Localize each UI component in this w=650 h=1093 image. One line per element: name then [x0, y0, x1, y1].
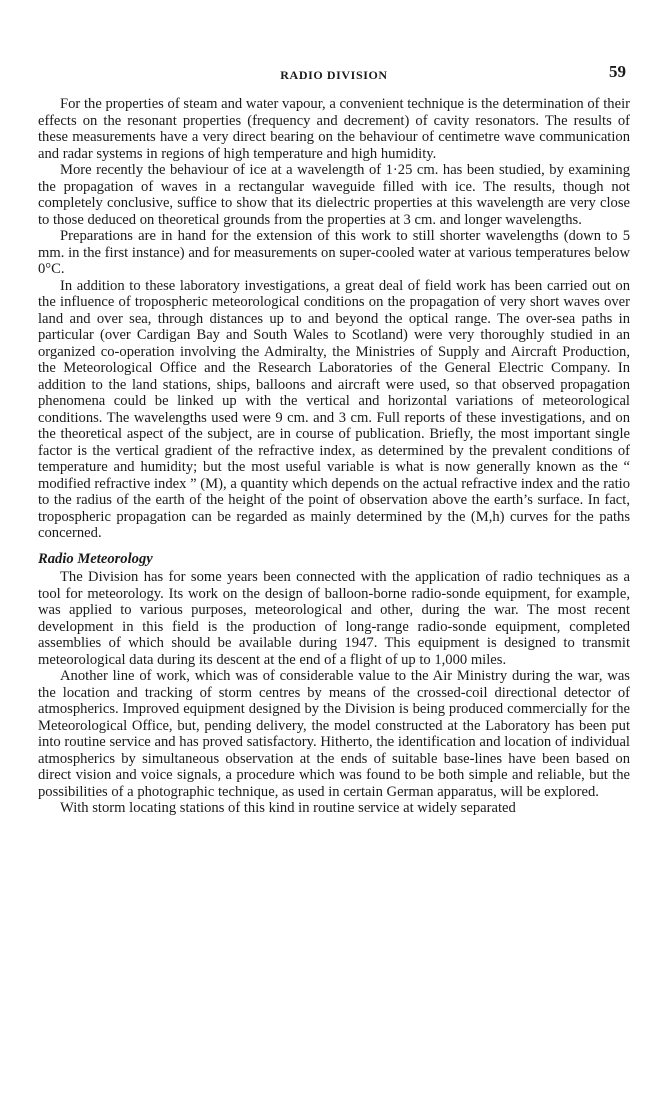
section-heading: Radio Meteorology: [38, 550, 153, 567]
page-number: 59: [609, 62, 626, 81]
running-head: RADIO DIVISION: [280, 68, 388, 82]
paragraph: With storm locating stations of this kind in routine service at widely separated: [60, 800, 516, 816]
paragraph: In addition to these laboratory investigations, a great deal of field work has been carried out on the influence of tropospheric meteorological conditions on the propagation of very short waves over land and over sea, through distances up to and beyond the optical range. The over-sea paths in particular (over Cardigan Bay and South Wales to Scotland) were very thoroughly studied in an organized co-operation involving the Admiralty, the Ministries of Supply and Aircraft Production, the Meteorological Office and the Research Laboratories of the General Electric Company. In addition to the land stations, ships, balloons and aircraft were used, so that observed propagation phenomena could be linked up with the vertical and horizontal variations of meteorological conditions. The wavelengths used were 9 cm. and 3 cm. Full reports of these investigations, and on the theoretical aspect of the subject, are in course of publication. Briefly, the most important single factor is the vertical gradient of the refractive index, as determined by the prevalent conditions of temperature and humidity; but the most useful variable is what is now generally known as the “ modified refractive index ” (M), a quantity which depends on the actual refractive index and the ratio to the radius of the earth of the height of the point of observation above the earth’s surface. In fact, tropospheric propagation can be regarded as mainly determined by the (M,h) curves for the paths concerned.: [38, 277, 630, 541]
paragraph: Preparations are in hand for the extension of this work to still shorter wavelengths (down to 5 mm. in the first instance) and for measurements on super-cooled water at various temperatures below 0°C.: [38, 228, 630, 277]
paragraph: Another line of work, which was of considerable value to the Air Ministry during the war, was the location and tracking of storm centres by means of the crossed-coil directional detector of atmospherics. Improved equipment designed by the Division is being produced commercially for the Meteorological Office, but, pending delivery, the model constructed at the Laboratory has been put into routine service and has proved satisfactory. Hitherto, the identification and location of individual atmospherics by simultaneous observation at the ends of suitable base-lines have been based on direct vision and voice signals, a procedure which was found to be both simple and reliable, but the possibilities of a photographic technique, as used in certain German apparatus, will be explored.: [38, 668, 630, 800]
page-header: [38, 62, 630, 86]
page-body: [38, 96, 630, 817]
paragraph: For the properties of steam and water vapour, a convenient technique is the determination of their effects on the resonant properties (frequency and decrement) of cavity resonators. The results of these measurements have a very direct bearing on the behaviour of centimetre wave communication and radar systems in regions of high temperature and high humidity.: [38, 96, 630, 162]
paragraph: The Division has for some years been connected with the application of radio techniques as a tool for meteorology. Its work on the design of balloon-borne radio-sonde equipment, for example, was applied to various purposes, meteorological and other, during the war. The most recent development in this field is the production of long-range radio-sonde equipment, completed assemblies of which should be available during 1947. This equipment is designed to transmit meteorological data during its descent at the end of a flight of up to 1,000 miles.: [38, 569, 630, 668]
paragraph: More recently the behaviour of ice at a wavelength of 1·25 cm. has been studied, by examining the propagation of waves in a rectangular waveguide filled with ice. The results, though not completely conclusive, suffice to show that its dielectric properties at this wavelength are very close to those deduced on theoretical grounds from the properties at 3 cm. and longer wavelengths.: [38, 162, 630, 228]
